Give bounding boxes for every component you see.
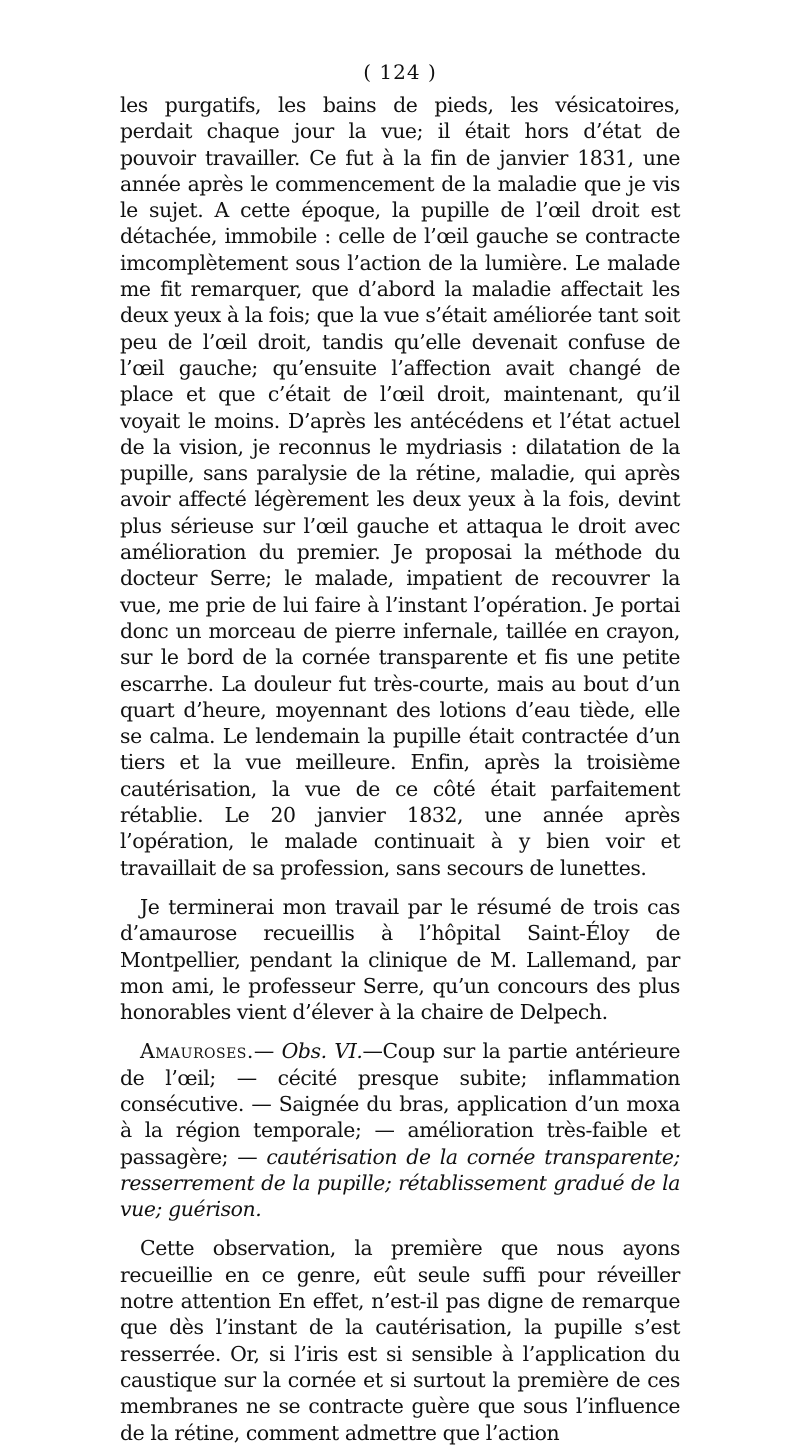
section-heading-amauroses: Amauroses. <box>140 1039 254 1064</box>
page-number: ( 124 ) <box>363 60 437 84</box>
body-text <box>120 92 680 1446</box>
paragraph-observation-commentary: Cette observation, la première que nous ayons recueillie en ce genre, eût seule suffi pour réveiller notre attention En effet, n’est-il pas digne de remarque que dès l’instant de la cautérisation, la pupille s’est resserrée. Or, si l’iris est si sensible à l’application du caustique sur la cornée et si surtout la première de ces membranes ne se contracte guère que sous l’influence de la rétine, comment admettre que l’action <box>120 1236 680 1445</box>
paragraph-summary-intro: Je terminerai mon travail par le résumé de trois cas d’amaurose recueillis à l’hôpital Saint-Éloy de Montpellier, pendant la clinique de M. Lallemand, par mon ami, le professeur Serre, qu’un concours des plus honorables vient d’élever à la chaire de Delpech. <box>120 894 680 1025</box>
observation-summary-italic: cautérisation de la cornée transparente; resserrement de la pupille; rétablissement gradué de la vue; guérison. <box>120 1144 680 1222</box>
paragraph-gap <box>120 881 680 894</box>
observation-label: Obs. VI. <box>281 1039 363 1064</box>
paragraph-gap <box>120 1222 680 1235</box>
observation-summary: —Coup sur la partie antérieure de l’œil; — cécité presque subite; inflammation consécutive. — Saignée du bras, application d’un moxa à la région temporale; — amélioration très-faible et passagère; — <box>120 1039 681 1169</box>
paragraph-observation-heading: Amauroses.— Obs. VI.—Coup sur la partie antérieure de l’œil; — cécité presque subite; inflammation consécutive. — Saignée du bras, application d’un moxa à la région temporale; — amélioration très-faible et passagère; — cautérisation de la cornée transparente; resserrement de la pupille; rétablissement gradué de la vue; guérison. <box>120 1039 681 1222</box>
paragraph-gap <box>120 1025 680 1038</box>
paragraph-case-continuation: les purgatifs, les bains de pieds, les vésicatoires, perdait chaque jour la vue; il était hors d’état de pouvoir travailler. Ce fut à la fin de janvier 1831, une année après le commencement de la maladie que je vis le sujet. A cette époque, la pupille de l’œil droit est détachée, immobile : celle de l’œil gauche se contracte imcomplètement sous l’action de la lumière. Le malade me fit remarquer, que d’abord la maladie affectait les deux yeux à la fois; que la vue s’était améliorée tant soit peu de l’œil droit, tandis qu’elle devenait confuse de l’œil gauche; qu’ensuite l’affection avait changé de place et que c’était de l’œil droit, maintenant, qu’il voyait le moins. D’après les antécédens et l’état actuel de la vision, je reconnus le mydriasis : dilatation de la pupille, sans paralysie de la rétine, maladie, qui après avoir affecté légèrement les deux yeux à la fois, devint plus sérieuse sur l’œil gauche et attaqua le droit avec amélioration du premier. Je proposai la méthode du docteur Serre; le malade, impatient de recouvrer la vue, me prie de lui faire à l’instant l’opération. Je portai donc un morceau de pierre infernale, taillée en crayon, sur le bord de la cornée transparente et fis une petite escarrhe. La douleur fut très-courte, mais au bout d’un quart d’heure, moyennant des lotions d’eau tiède, elle se calma. Le lendemain la pupille était contractée d’un tiers et la vue meilleure. Enfin, après la troisième cautérisation, la vue de ce côté était parfaitement rétablie. Le 20 janvier 1832, une année après l’opération, le malade continuait à y bien voir et travaillait de sa profession, sans secours de lunettes. <box>120 93 680 880</box>
